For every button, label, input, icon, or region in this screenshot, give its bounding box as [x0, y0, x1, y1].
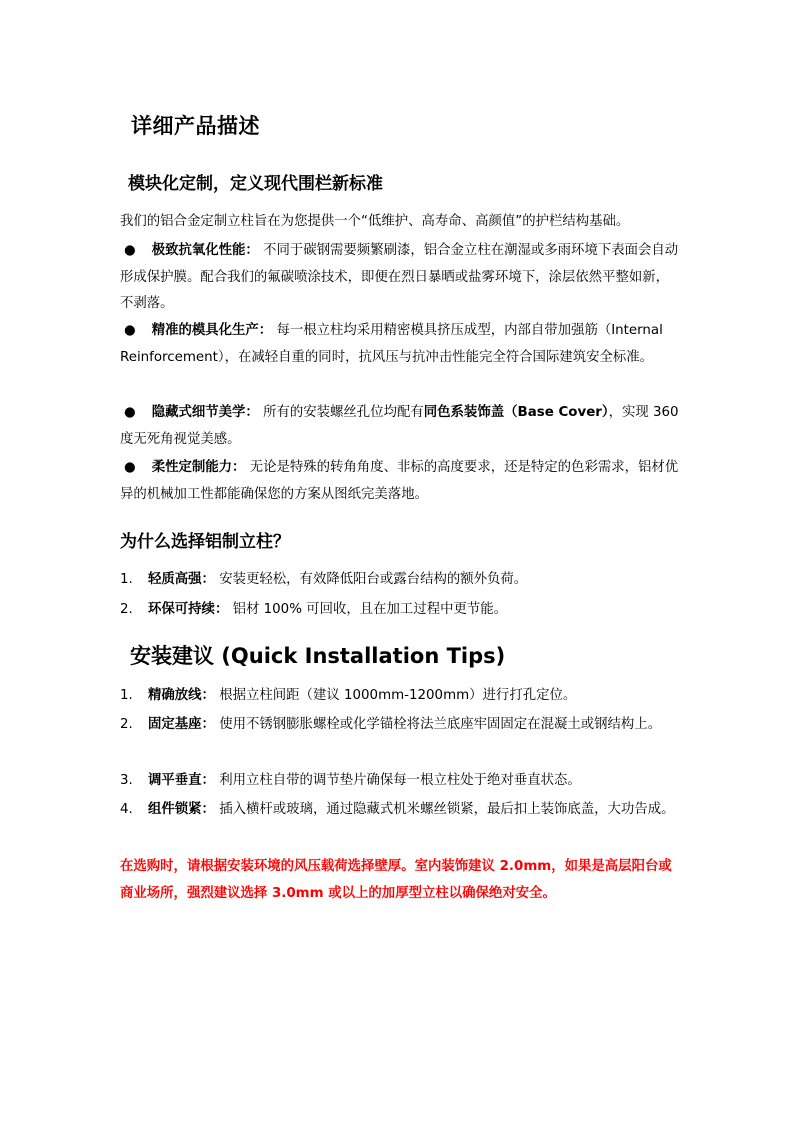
bullet-label: 隐藏式细节美学： [151, 405, 259, 420]
bullet-text: 不同于碳钢需要频繁刷漆，铝合金立柱在潮湿或多雨环境下表面会自动形成保护膜。配合我们的氟碳喷涂技术，即便在烈日暴晒或盐雾环境下，涂层依然平整如新，不剥落。 [120, 243, 679, 311]
bullet-item-oxidation [120, 238, 680, 318]
list-text: 安装更轻松，有效降低阳台或露台结构的额外负荷。 [219, 572, 528, 587]
install-item-2 [120, 712, 680, 739]
why-item-1 [120, 567, 680, 594]
list-label: 精确放线： [148, 688, 215, 703]
install-item-4 [120, 797, 680, 824]
list-label: 调平垂直： [148, 773, 215, 788]
list-text: 利用立柱自带的调节垫片确保每一根立柱处于绝对垂直状态。 [219, 773, 581, 788]
section-heading-why: 为什么选择铝制立柱？ [120, 532, 290, 552]
list-text: 插入横杆或玻璃，通过隐藏式机米螺丝锁紧，最后扣上装饰底盖，大功告成。 [219, 802, 675, 817]
list-number: 3. [120, 773, 133, 788]
section-heading-modular: 模块化定制，定义现代围栏新标准 [128, 174, 383, 194]
list-number: 1. [120, 688, 133, 703]
bullet-text: 无论是特殊的转角角度、非标的高度要求，还是特定的色彩需求，铝材优异的机械加工性都能确保您的方案从图纸完美落地。 [120, 460, 679, 502]
bullet-label: 极致抗氧化性能： [151, 243, 259, 258]
bullet-dot-icon: ● [124, 460, 136, 475]
bullet-item-custom [120, 455, 680, 508]
bullet-label: 精准的模具化生产： [151, 323, 273, 338]
install-item-1 [120, 683, 680, 710]
list-label: 轻质高强： [148, 572, 215, 587]
bullet-label: 柔性定制能力： [151, 460, 246, 475]
list-label: 环保可持续： [148, 602, 229, 617]
bullet-text: 所有的安装螺丝孔位均配有 [263, 405, 424, 420]
list-label: 固定基座： [148, 717, 215, 732]
intro-paragraph: 我们的铝合金定制立柱旨在为您提供一个“低维护、高寿命、高颜值”的护栏结构基础。 [120, 214, 630, 229]
bullet-item-mold [120, 318, 680, 371]
list-text: 根据立柱间距（建议 1000mm-1200mm）进行打孔定位。 [219, 688, 577, 703]
warning-note: 在选购时，请根据安装环境的风压载荷选择壁厚。室内装饰建议 2.0mm，如果是高层阳台或商业场所，强烈建议选择 3.0mm 或以上的加厚型立柱以确保绝对安全。 [120, 859, 672, 901]
list-number: 1. [120, 572, 133, 587]
list-number: 2. [120, 717, 133, 732]
list-number: 2. [120, 602, 133, 617]
install-item-3 [120, 768, 680, 795]
bullet-dot-icon: ● [124, 323, 136, 338]
list-text: 铝材 100% 可回收，且在加工过程中更节能。 [232, 602, 508, 617]
bullet-bold-text: 同色系装饰盖（Base Cover） [423, 405, 609, 420]
list-label: 组件锁紧： [148, 802, 215, 817]
list-number: 4. [120, 802, 133, 817]
bullet-item-hidden-detail [120, 400, 680, 453]
bullet-text: 每一根立柱均采用精密模具挤压成型，内部自带加强筋（Internal Reinforcement），在减轻自重的同时，抗风压与抗冲击性能完全符合国际建筑安全标准。 [120, 323, 663, 365]
why-item-2 [120, 597, 680, 624]
section-heading-install: 安装建议 (Quick Installation Tips) [130, 644, 506, 668]
bullet-dot-icon: ● [124, 405, 136, 420]
page-title: 详细产品描述 [131, 114, 260, 138]
bullet-dot-icon: ● [124, 243, 136, 258]
bullet-text-end: ，实现 360 度无死角视觉美感。 [120, 405, 679, 447]
list-text: 使用不锈钢膨胀螺栓或化学锚栓将法兰底座牢固固定在混凝土或钢结构上。 [219, 717, 662, 732]
